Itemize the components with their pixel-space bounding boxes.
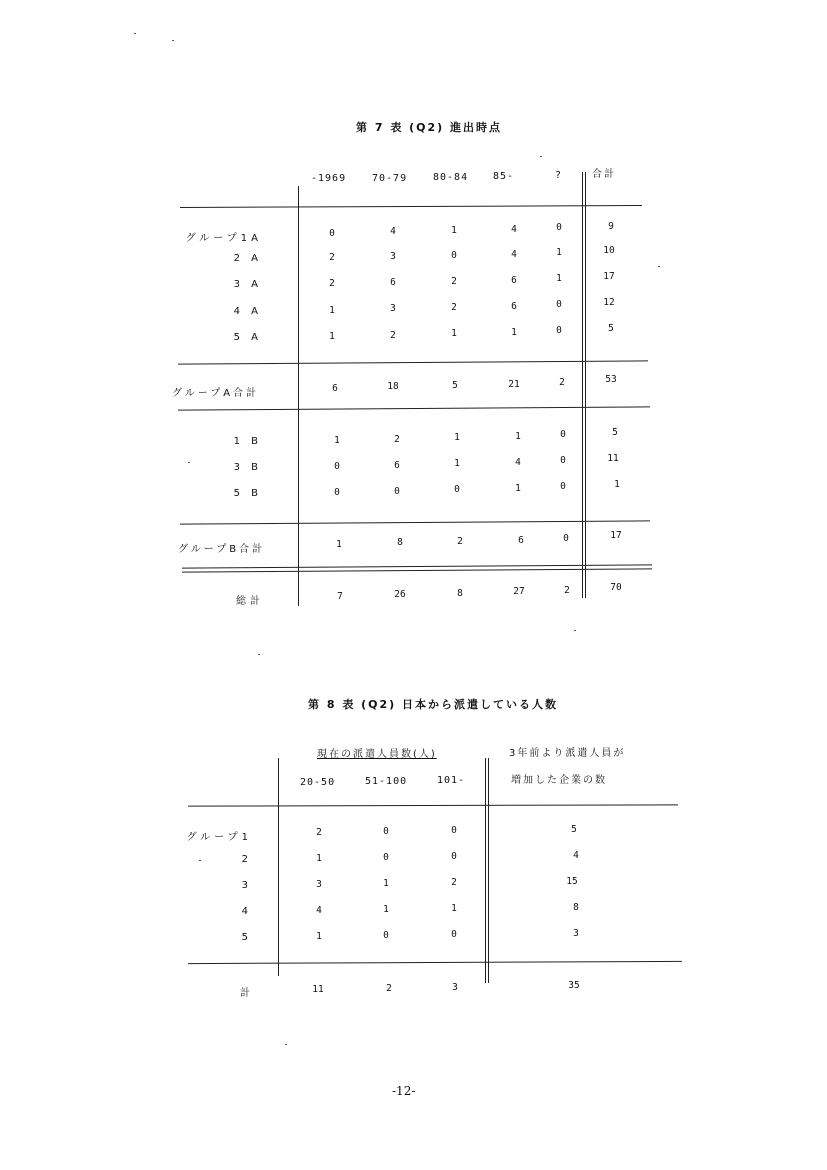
table7-col-header: 85- — [493, 171, 515, 182]
table7-cell: 0 — [334, 461, 340, 472]
table7-cell: 6 — [394, 460, 400, 471]
table8-right-cell: 15 — [566, 876, 578, 887]
table7-cell: 1 — [451, 328, 457, 339]
table7-cell: 3 — [390, 303, 396, 314]
table7-cell: 0 — [563, 533, 569, 544]
table8-col-header: 51-100 — [365, 776, 408, 787]
table8-right-cell: 8 — [573, 902, 579, 913]
table8-col-header: 20-50 — [300, 777, 336, 788]
table8-cell: 1 — [383, 878, 389, 889]
table7-cell: 4 — [511, 249, 517, 260]
table8-header-rule — [188, 804, 678, 806]
table7-cell: 18 — [387, 381, 399, 392]
table7-header-rule — [180, 205, 642, 208]
table7-total-cell: 17 — [610, 530, 622, 541]
table7-cell: 1 — [329, 331, 335, 342]
table7-group-a-rule — [178, 360, 648, 364]
table8-cell: 0 — [383, 852, 389, 863]
table7-cell: 1 — [515, 431, 521, 442]
table7-cell: 1 — [454, 458, 460, 469]
table8-cell: 4 — [316, 905, 322, 916]
table7-cell: 21 — [508, 379, 520, 390]
table8-cell: 2 — [451, 877, 457, 888]
table8-cell: 11 — [312, 984, 324, 995]
table8-row-label: 4 — [241, 906, 252, 917]
table7-row-label: 5 B — [233, 488, 262, 499]
table8-cell: 0 — [451, 929, 457, 940]
table7-cell: 4 — [390, 226, 396, 237]
table8-right-divider — [485, 758, 486, 983]
table7-cell: 6 — [390, 277, 396, 288]
table7-total-cell: 53 — [605, 374, 617, 385]
table7-cell: 8 — [397, 537, 403, 548]
table7-cell: 2 — [394, 434, 400, 445]
table7-total-cell: 1 — [614, 479, 620, 490]
table7-row-label: 3 A — [233, 279, 262, 290]
table7-cell: 1 — [515, 483, 521, 494]
table7-cell: 6 — [518, 535, 524, 546]
table8-cell: 0 — [383, 930, 389, 941]
table7-total-cell: 70 — [610, 582, 622, 593]
table8-cell: 2 — [386, 983, 392, 994]
table8-label-divider — [278, 758, 279, 976]
table8-right-cell: 3 — [573, 928, 579, 939]
table7-cell: 0 — [556, 325, 562, 336]
table7-subtotal-a-rule — [178, 406, 650, 410]
table7-cell: 6 — [332, 383, 338, 394]
table7-row-label: 1 B — [233, 436, 262, 447]
table7-cell: 2 — [390, 330, 396, 341]
table7-cell: 0 — [556, 299, 562, 310]
table8-col-header: 101- — [437, 775, 466, 786]
table7-cell: 2 — [329, 252, 335, 263]
table7-col-header: 70-79 — [372, 173, 408, 184]
table7-total-cell: 5 — [612, 427, 618, 438]
table8-cell: 2 — [316, 827, 322, 838]
table8-cell: 1 — [316, 931, 322, 942]
page-number: -12- — [392, 1084, 416, 1098]
table7-row-label: 4 A — [233, 306, 262, 317]
table7-row-label: グループ1A — [185, 233, 262, 244]
table7-grand-total-label: 総計 — [236, 596, 264, 607]
table7-row-label: 3 B — [233, 462, 262, 473]
table8-right-header-line1: 3年前より派遣人員が — [509, 748, 626, 759]
table7-cell: 2 — [451, 302, 457, 313]
table7-row-label: 2 A — [233, 253, 262, 264]
table7-cell: 0 — [560, 429, 566, 440]
table7-total-cell: 9 — [608, 221, 614, 232]
table7-cell: 1 — [454, 432, 460, 443]
table7-cell: 26 — [394, 589, 406, 600]
table7-row-label: 5 A — [233, 332, 262, 343]
table7-subtotal-label: グループA合計 — [172, 388, 260, 399]
table8-row-label: 5 — [241, 932, 252, 943]
table8-row-label: 3 — [241, 880, 252, 891]
scan-speck — [574, 630, 576, 631]
table7-total-cell: 12 — [603, 297, 615, 308]
scan-speck — [199, 860, 201, 861]
table7-cell: 27 — [513, 586, 525, 597]
table7-total-cell: 17 — [603, 271, 615, 282]
table7-cell: 2 — [559, 377, 565, 388]
table8-cell: 1 — [451, 903, 457, 914]
table7-col-header: 80-84 — [433, 172, 469, 183]
table7-cell: 1 — [556, 273, 562, 284]
table8-cell: 1 — [383, 904, 389, 915]
table7-cell: 2 — [457, 536, 463, 547]
table7-col-header: -1969 — [311, 173, 347, 184]
scan-speck — [172, 40, 174, 41]
table7-total-divider — [582, 172, 583, 598]
table8-row-label: 2 — [241, 854, 252, 865]
table7-cell: 5 — [452, 380, 458, 391]
table8-total-label: 計 — [240, 988, 254, 999]
scan-speck — [540, 156, 542, 157]
table7-cell: 4 — [515, 457, 521, 468]
table7-cell: 8 — [457, 588, 463, 599]
table7-subtotal-label: グループB合計 — [178, 544, 266, 555]
table8-group-header: 現在の派遣人員数(人) — [317, 749, 437, 760]
table7-total-cell: 5 — [608, 323, 614, 334]
scan-speck — [285, 1044, 287, 1045]
table7-cell: 2 — [451, 276, 457, 287]
table8-right-header-line2: 増加した企業の数 — [511, 775, 607, 786]
table8-cell: 3 — [452, 982, 458, 993]
table8-total-rule — [188, 961, 682, 964]
table7-group-b-rule — [180, 520, 650, 524]
table7-cell: 0 — [454, 484, 460, 495]
scan-speck — [658, 266, 660, 267]
scan-speck — [188, 462, 190, 463]
table7-col-header: ? — [555, 170, 563, 181]
table7-cell: 4 — [511, 224, 517, 235]
table7-total-header: 合計 — [592, 169, 616, 180]
table8-right-cell: 5 — [571, 824, 577, 835]
table8-cell: 0 — [383, 826, 389, 837]
table7-cell: 0 — [394, 486, 400, 497]
table7-cell: 3 — [390, 251, 396, 262]
table8-cell: 0 — [451, 825, 457, 836]
table7-cell: 1 — [329, 305, 335, 316]
table7-cell: 2 — [329, 278, 335, 289]
table7-cell: 1 — [334, 435, 340, 446]
table8-cell: 0 — [451, 851, 457, 862]
table7-cell: 0 — [334, 487, 340, 498]
table7-cell: 0 — [556, 222, 562, 233]
table8-cell: 3 — [316, 879, 322, 890]
table7-title: 第 7 表 (Q2) 進出時点 — [356, 121, 503, 134]
table8-right-divider-2 — [488, 758, 489, 983]
table7-cell: 1 — [511, 327, 517, 338]
table7-cell: 0 — [560, 481, 566, 492]
scan-speck — [134, 33, 136, 34]
table8-right-cell: 4 — [573, 850, 579, 861]
table7-total-cell: 10 — [603, 245, 615, 256]
table7-cell: 6 — [511, 301, 517, 312]
table7-cell: 1 — [556, 247, 562, 258]
table8-title: 第 8 表 (Q2) 日本から派遣している人数 — [308, 698, 559, 711]
table7-cell: 0 — [560, 455, 566, 466]
table7-cell: 0 — [451, 250, 457, 261]
table8-row-label: グループ1 — [186, 832, 252, 843]
table7-cell: 1 — [451, 225, 457, 236]
table7-cell: 1 — [336, 539, 342, 550]
table7-label-divider — [298, 186, 299, 606]
table7-cell: 2 — [564, 585, 570, 596]
table7-total-divider-2 — [585, 172, 586, 598]
scan-speck — [258, 654, 260, 655]
table8-right-cell: 35 — [568, 980, 580, 991]
table7-cell: 0 — [329, 228, 335, 239]
table7-total-cell: 11 — [607, 453, 619, 464]
table7-cell: 7 — [337, 591, 343, 602]
table7-cell: 6 — [511, 275, 517, 286]
table8-cell: 1 — [316, 853, 322, 864]
